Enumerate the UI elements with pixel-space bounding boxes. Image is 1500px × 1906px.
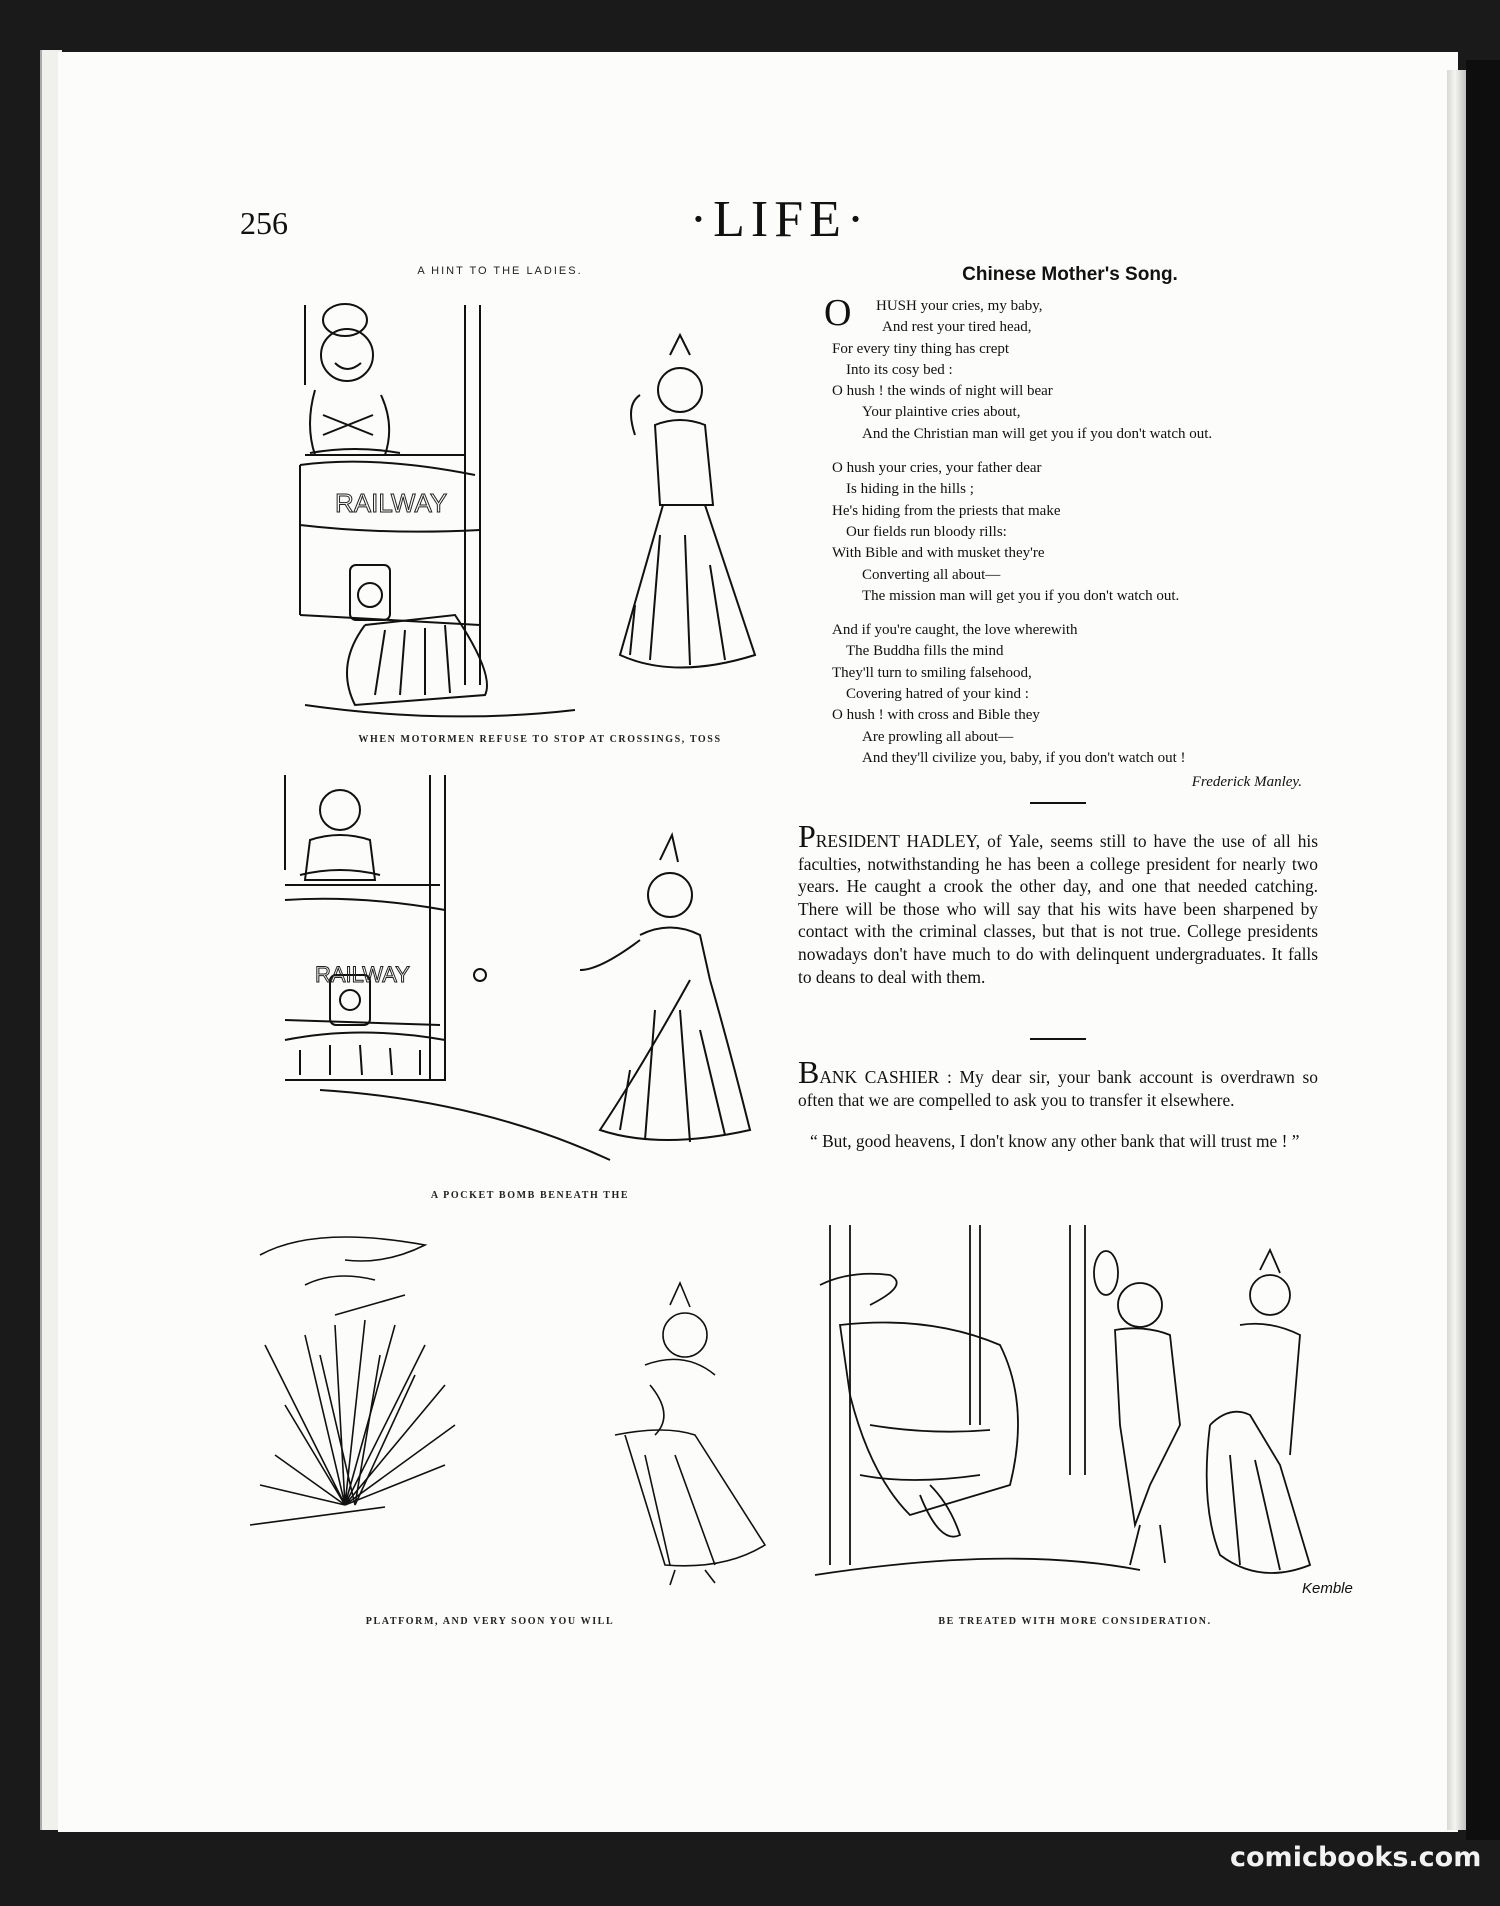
- book-spine: [1447, 70, 1467, 1830]
- hadley-paragraph: [798, 818, 1318, 988]
- poem-author: Frederick Manley.: [1191, 774, 1302, 790]
- poem-line: Covering hatred of your kind :: [846, 686, 1029, 703]
- poem-line: Are prowling all about—: [862, 728, 1014, 745]
- facing-page-edge: [1466, 60, 1500, 1840]
- bank-reply-paragraph: “ But, good heavens, I don't know any other bank that will trust me ! ”: [810, 1131, 1300, 1151]
- poem-line: The mission man will get you if you don't watch out.: [862, 587, 1180, 604]
- masthead-title: ·LIFE·: [689, 191, 871, 248]
- caption-3: PLATFORM, AND VERY SOON YOU WILL: [365, 1616, 615, 1627]
- car-sign-text: RAILWAY: [315, 962, 410, 987]
- poem-line: And the Christian man will get you if you don't watch out.: [862, 425, 1213, 442]
- poem-line: For every tiny thing has crept: [832, 340, 1010, 357]
- poem-drop-letter: O: [824, 292, 852, 334]
- site-watermark: comicbooks.com: [1230, 1842, 1482, 1873]
- cartoon-title: A HINT TO THE LADIES.: [417, 265, 583, 277]
- poem-stanza: [828, 458, 1338, 607]
- caption-4: BE TREATED WITH MORE CONSIDERATION.: [938, 1616, 1212, 1627]
- caption-1: WHEN MOTORMEN REFUSE TO STOP AT CROSSINGS, TOSS: [358, 734, 722, 745]
- poem-line: O hush ! with cross and Bible they: [832, 707, 1040, 724]
- artist-signature: Kemble: [1302, 1580, 1353, 1597]
- poem-line: With Bible and with musket they're: [832, 545, 1045, 562]
- cartoon-panel-4: [810, 1225, 1340, 1595]
- poem-line: HUSH your cries, my baby,: [876, 298, 1043, 314]
- poem-line: They'll turn to smiling falsehood,: [832, 664, 1032, 681]
- poem-line: Our fields run bloody rills:: [846, 523, 1007, 540]
- cartoon-panel-2: [280, 770, 790, 1170]
- poem-title: Chinese Mother's Song.: [962, 264, 1178, 285]
- poem-body: [828, 296, 1338, 782]
- section-divider: [1030, 1038, 1086, 1040]
- poem-line: Is hiding in the hills ;: [846, 481, 974, 498]
- drop-cap: B: [798, 1054, 820, 1090]
- poem-line: And rest your tired head,: [882, 319, 1032, 336]
- poem-line: O hush ! the winds of night will bear: [832, 383, 1053, 400]
- poem-stanza: [828, 296, 1338, 445]
- cartoon-panel-1: [295, 285, 795, 725]
- poem-line: And if you're caught, the love wherewith: [832, 622, 1078, 639]
- bank-cashier-text: ANK CASHIER : My dear sir, your bank account is overdrawn so often that we are compelled to ask you to transfer it elsewhere.: [798, 1067, 1318, 1110]
- cartoon-panel-3: [245, 1225, 790, 1605]
- poem-line: Your plaintive cries about,: [862, 404, 1021, 421]
- caption-2: A POCKET BOMB BENEATH THE: [430, 1190, 630, 1201]
- bank-cashier-paragraph: [798, 1054, 1318, 1111]
- poem-stanza: [828, 620, 1338, 769]
- drop-cap: P: [798, 818, 816, 854]
- poem-line: The Buddha fills the mind: [846, 643, 1004, 660]
- poem-line: O hush your cries, your father dear: [832, 460, 1042, 477]
- page-number: 256: [240, 205, 288, 241]
- car-sign-text: RAILWAY: [335, 488, 448, 518]
- hadley-text: RESIDENT HADLEY, of Yale, seems still to have the use of all his faculties, notwithstanding he has been a college president for nearly two years. He caught a crook the other day, and one that needed catching. There will be those who will say that his wits have been sharpened by contact with the criminal classes, but that is not true. College presidents nowadays don't have much to do with delinquent undergraduates. It falls to deans to deal with them.: [798, 831, 1318, 987]
- poem-line: Into its cosy bed :: [846, 361, 953, 378]
- poem-line: And they'll civilize you, baby, if you don't watch out !: [862, 749, 1186, 766]
- poem-line: He's hiding from the priests that make: [832, 502, 1061, 519]
- poem-line: Converting all about—: [862, 566, 1001, 583]
- section-divider: [1030, 802, 1086, 804]
